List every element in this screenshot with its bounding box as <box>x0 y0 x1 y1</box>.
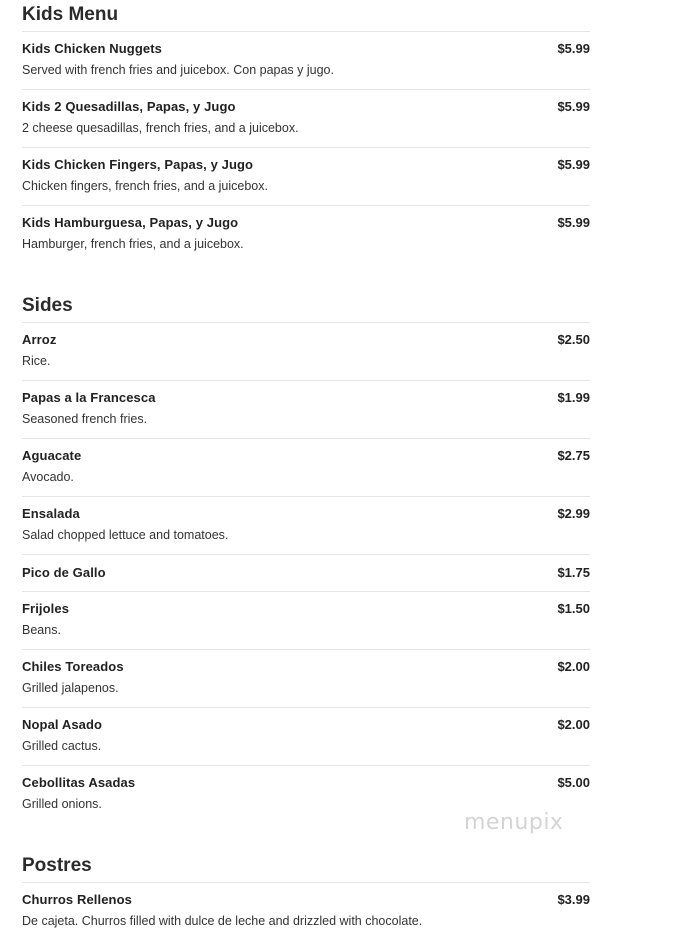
menu-item <box>22 592 590 650</box>
item-name: Kids Chicken Fingers, Papas, y Jugo <box>22 157 254 172</box>
item-name: Kids Chicken Nuggets <box>22 41 162 56</box>
watermark-logo: menupix <box>464 810 564 835</box>
menu-item <box>22 708 590 766</box>
item-description: Rice. <box>22 354 51 368</box>
item-price: $2.50 <box>557 332 590 347</box>
item-price: $5.00 <box>557 775 590 790</box>
item-description: Grilled jalapenos. <box>22 681 119 695</box>
menu-item <box>22 883 590 941</box>
item-price: $1.50 <box>557 601 590 616</box>
menu-item <box>22 555 590 592</box>
item-price: $3.99 <box>557 892 590 907</box>
item-price: $5.99 <box>557 99 590 114</box>
menu-page <box>22 0 590 941</box>
item-description: Seasoned french fries. <box>22 412 148 426</box>
item-price: $2.75 <box>557 448 590 463</box>
menu-item <box>22 497 590 555</box>
menu-item <box>22 323 590 381</box>
item-price: $2.00 <box>557 659 590 674</box>
menu-item <box>22 32 590 90</box>
item-name: Kids 2 Quesadillas, Papas, y Jugo <box>22 99 236 114</box>
item-price: $5.99 <box>557 215 590 230</box>
item-name: Chiles Toreados <box>22 659 124 674</box>
menu-item <box>22 439 590 497</box>
item-description: Grilled onions. <box>22 797 102 811</box>
item-description: De cajeta. Churros filled with dulce de leche and drizzled with chocolate. <box>22 914 423 928</box>
menu-item <box>22 650 590 708</box>
item-description: Served with french fries and juicebox. Con papas y jugo. <box>22 63 334 77</box>
item-price: $2.00 <box>557 717 590 732</box>
menu-item <box>22 90 590 148</box>
item-name: Ensalada <box>22 506 80 521</box>
item-name: Nopal Asado <box>22 717 103 732</box>
item-name: Cebollitas Asadas <box>22 775 136 790</box>
item-name: Pico de Gallo <box>22 565 106 580</box>
item-description: Beans. <box>22 623 61 637</box>
item-name: Aguacate <box>22 448 82 463</box>
section-title-postres: Postres <box>22 851 590 883</box>
item-name: Arroz <box>22 332 57 347</box>
item-price: $5.99 <box>557 157 590 172</box>
menu-item <box>22 381 590 439</box>
item-name: Frijoles <box>22 601 70 616</box>
item-name: Kids Hamburguesa, Papas, y Jugo <box>22 215 239 230</box>
item-price: $1.75 <box>557 565 590 580</box>
item-description: Chicken fingers, french fries, and a juicebox. <box>22 179 268 193</box>
item-name: Papas a la Francesca <box>22 390 156 405</box>
item-description: Avocado. <box>22 470 74 484</box>
section-title-sides: Sides <box>22 291 590 323</box>
menu-item <box>22 206 590 264</box>
menu-item <box>22 148 590 206</box>
item-description: Salad chopped lettuce and tomatoes. <box>22 528 229 542</box>
section-title-kids-menu: Kids Menu <box>22 0 590 32</box>
item-price: $1.99 <box>557 390 590 405</box>
item-price: $2.99 <box>557 506 590 521</box>
item-description: 2 cheese quesadillas, french fries, and a juicebox. <box>22 121 299 135</box>
item-description: Grilled cactus. <box>22 739 102 753</box>
item-name: Churros Rellenos <box>22 892 132 907</box>
item-price: $5.99 <box>557 41 590 56</box>
item-description: Hamburger, french fries, and a juicebox. <box>22 237 244 251</box>
